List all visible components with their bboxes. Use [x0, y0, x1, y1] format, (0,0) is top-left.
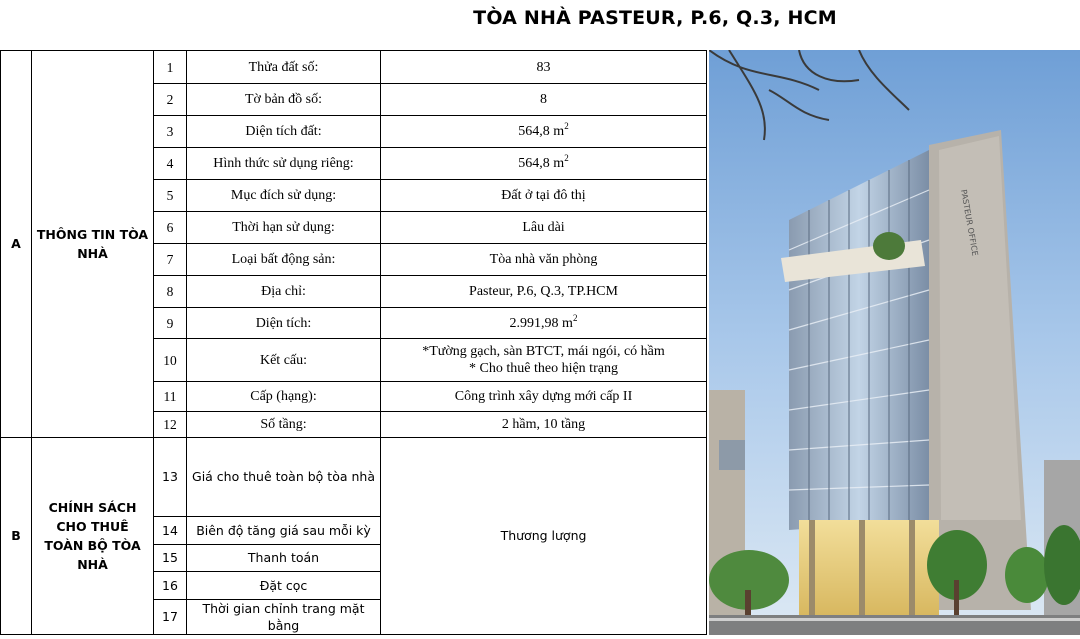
- row-value: Công trình xây dựng mới cấp II: [381, 382, 707, 411]
- row-number: 11: [154, 382, 187, 411]
- row-value: 2 hầm, 10 tầng: [381, 411, 707, 437]
- row-number: 15: [154, 544, 187, 571]
- section-category-a: THÔNG TIN TÒA NHÀ: [32, 51, 154, 438]
- row-label: Số tầng:: [187, 411, 381, 437]
- row-label: Thửa đất số:: [187, 51, 381, 84]
- row-value: [381, 148, 707, 180]
- building-rendering-image: [709, 50, 1080, 635]
- section-letter-b: B: [1, 437, 32, 634]
- row-number: 1: [154, 51, 187, 84]
- building-photo: [709, 50, 1080, 635]
- section-letter-a: A: [1, 51, 32, 438]
- row-value: 83: [381, 51, 707, 84]
- row-label: Tờ bản đồ số:: [187, 84, 381, 116]
- building-info-table: [0, 50, 707, 635]
- structure-line-2: * Cho thuê theo hiện trạng: [469, 361, 618, 377]
- row-label: Thời hạn sử dụng:: [187, 212, 381, 244]
- row-number: 6: [154, 212, 187, 244]
- negotiable-value: Thương lượng: [381, 437, 707, 634]
- page-title: TÒA NHÀ PASTEUR, P.6, Q.3, HCM: [473, 7, 837, 29]
- row-number: 5: [154, 180, 187, 212]
- row-number: 17: [154, 599, 187, 634]
- row-label: Đặt cọc: [187, 571, 381, 599]
- row-number: 8: [154, 276, 187, 308]
- row-label: Địa chỉ:: [187, 276, 381, 308]
- row-number: 16: [154, 571, 187, 599]
- area-value: 564,8 m: [518, 156, 565, 172]
- section-category-b: CHÍNH SÁCH CHO THUÊ TOÀN BỘ TÒA NHÀ: [32, 437, 154, 634]
- structure-line-1: *Tường gạch, sàn BTCT, mái ngói, có hầm: [422, 344, 665, 360]
- row-number: 12: [154, 411, 187, 437]
- row-label: Giá cho thuê toàn bộ tòa nhà: [187, 437, 381, 516]
- row-value: 8: [381, 84, 707, 116]
- row-label: Mục đích sử dụng:: [187, 180, 381, 212]
- row-label: Loại bất động sản:: [187, 244, 381, 276]
- row-label: Thanh toán: [187, 544, 381, 571]
- building-sign: PASTEUR OFFICE: [959, 188, 980, 257]
- row-number: 7: [154, 244, 187, 276]
- row-number: 10: [154, 339, 187, 382]
- row-number: 9: [154, 308, 187, 339]
- row-label: Hình thức sử dụng riêng:: [187, 148, 381, 180]
- table-row: [1, 437, 707, 516]
- area-value: 564,8 m: [518, 124, 565, 140]
- row-number: 13: [154, 437, 187, 516]
- row-value: [381, 308, 707, 339]
- row-label: Biên độ tăng giá sau mỗi kỳ: [187, 516, 381, 544]
- row-number: 3: [154, 116, 187, 148]
- table-row: [1, 51, 707, 84]
- unit-superscript: 2: [572, 312, 578, 323]
- row-value: Lâu dài: [381, 212, 707, 244]
- unit-superscript: 2: [564, 153, 569, 164]
- area-value: 2.991,98 m: [509, 315, 573, 331]
- row-number: 4: [154, 148, 187, 180]
- row-value: Đất ở tại đô thị: [381, 180, 707, 212]
- row-value: [381, 116, 707, 148]
- row-label: Kết cấu:: [187, 339, 381, 382]
- row-label: Thời gian chỉnh trang mặt bằng: [187, 599, 381, 634]
- row-label: Cấp (hạng):: [187, 382, 381, 411]
- address-value: Pasteur, P.6, Q.3, TP.HCM: [381, 276, 707, 308]
- row-number: 2: [154, 84, 187, 116]
- row-number: 14: [154, 516, 187, 544]
- structure-value: [381, 339, 707, 382]
- row-label: Diện tích đất:: [187, 116, 381, 148]
- row-value: Tòa nhà văn phòng: [381, 244, 707, 276]
- unit-superscript: 2: [564, 121, 569, 132]
- row-label: Diện tích:: [187, 308, 381, 339]
